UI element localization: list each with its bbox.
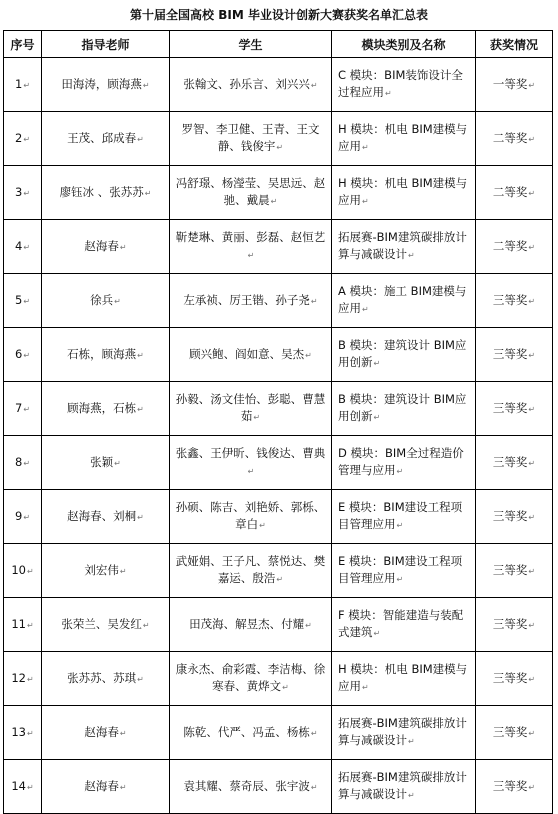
return-mark-icon: ↵ [362,305,369,314]
return-mark-icon: ↵ [528,350,536,360]
cell-index-text: 9 [14,508,23,523]
cell-advisor-text: 石栋，顾海燕 [67,346,137,361]
return-mark-icon: ↵ [253,413,261,422]
cell-award-text: 三等奖 [492,292,528,307]
table-row [4,436,553,490]
cell-advisor [42,490,170,544]
table-row [4,652,553,706]
return-mark-icon: ↵ [137,512,144,522]
cell-advisor [42,274,170,328]
cell-index-text: 11 [11,616,26,631]
cell-index [4,58,42,112]
cell-award [476,544,553,598]
cell-module [332,382,476,436]
cell-module [332,760,476,814]
return-mark-icon: ↵ [408,791,415,800]
cell-module [332,58,476,112]
cell-index-text: 10 [11,562,26,577]
cell-advisor-text: 张颖 [90,454,114,469]
cell-module [332,166,476,220]
table-row [4,328,553,382]
cell-students [170,436,332,490]
cell-index-text: 1 [14,76,23,91]
cell-award [476,382,553,436]
return-mark-icon: ↵ [396,521,404,530]
return-mark-icon: ↵ [373,413,381,422]
return-mark-icon: ↵ [137,404,144,414]
return-mark-icon: ↵ [137,134,144,144]
cell-award [476,112,553,166]
table-row [4,760,553,814]
cell-advisor [42,328,170,382]
table-row [4,112,553,166]
cell-students [170,274,332,328]
header-advisor: 指导老师 [42,31,170,58]
table-row [4,544,553,598]
return-mark-icon: ↵ [396,467,404,476]
cell-index-text: 4 [14,238,23,253]
return-mark-icon: ↵ [408,251,415,260]
cell-advisor [42,112,170,166]
cell-advisor [42,598,170,652]
cell-module [332,490,476,544]
return-mark-icon: ↵ [23,134,31,144]
cell-award-text: 二等奖 [492,238,528,253]
cell-index [4,652,42,706]
return-mark-icon: ↵ [259,521,266,530]
cell-module-text: B 模块：建筑设计 BIM应用创新 [338,392,467,423]
cell-award [476,490,553,544]
cell-index-text: 2 [14,130,23,145]
cell-students-text: 陈乾、代严、冯孟、杨栋 [183,724,310,739]
cell-advisor-text: 刘宏伟 [84,562,119,577]
return-mark-icon: ↵ [119,782,127,792]
table-row [4,382,553,436]
cell-students-text: 张鑫、王伊昕、钱俊达、曹典 [175,446,326,460]
cell-module-text: E 模块：BIM建设工程项目管理应用 [338,500,463,531]
cell-award-text: 二等奖 [492,184,528,199]
return-mark-icon: ↵ [310,80,318,90]
cell-award [476,436,553,490]
return-mark-icon: ↵ [528,674,536,684]
return-mark-icon: ↵ [528,728,536,738]
return-mark-icon: ↵ [142,620,150,630]
cell-index [4,598,42,652]
cell-module-text: H 模块：机电 BIM建模与应用 [338,122,468,153]
return-mark-icon: ↵ [528,134,536,144]
cell-advisor-text: 田海涛，顾海燕 [61,76,142,91]
return-mark-icon: ↵ [276,143,284,152]
cell-advisor-text: 张荣兰、吴发红 [61,616,142,631]
cell-index [4,166,42,220]
return-mark-icon: ↵ [23,296,31,306]
table-row [4,220,553,274]
cell-advisor [42,382,170,436]
cell-students-text: 罗智、李卫健、王青、王文静、钱俊宇 [181,122,320,153]
return-mark-icon: ↵ [305,620,312,630]
return-mark-icon: ↵ [119,728,127,738]
cell-index [4,112,42,166]
cell-students-text: 靳楚琳、黄丽、彭磊、赵恒艺 [175,230,326,244]
cell-index-text: 3 [14,184,23,199]
return-mark-icon: ↵ [142,80,150,90]
cell-award-text: 三等奖 [492,346,528,361]
return-mark-icon: ↵ [310,296,318,306]
cell-award-text: 二等奖 [492,130,528,145]
return-mark-icon: ↵ [26,674,34,684]
cell-module [332,706,476,760]
return-mark-icon: ↵ [26,566,34,576]
cell-index [4,220,42,274]
return-mark-icon: ↵ [373,359,381,368]
table-row [4,58,553,112]
cell-index [4,328,42,382]
cell-advisor [42,58,170,112]
header-students: 学生 [170,31,332,58]
return-mark-icon: ↵ [528,782,536,792]
return-mark-icon: ↵ [362,683,369,692]
return-mark-icon: ↵ [528,242,536,252]
cell-index [4,274,42,328]
cell-module [332,220,476,274]
cell-students-text: 武娅娟、王子凡、蔡悦达、樊嘉运、殷浩 [175,554,326,585]
cell-index-text: 6 [14,346,23,361]
cell-module-text: F 模块：智能建造与装配式建筑 [338,608,464,639]
cell-advisor [42,706,170,760]
cell-advisor-text: 徐兵 [90,292,114,307]
cell-advisor [42,220,170,274]
cell-module-text: 拓展赛-BIM建筑碳排放计算与减碳设计 [338,230,467,261]
cell-students [170,58,332,112]
cell-index [4,760,42,814]
cell-award [476,760,553,814]
cell-module-text: 拓展赛-BIM建筑碳排放计算与减碳设计 [338,716,467,747]
cell-award-text: 一等奖 [492,76,528,91]
cell-module [332,274,476,328]
cell-index-text: 14 [11,778,26,793]
return-mark-icon: ↵ [144,188,152,198]
table-row [4,598,553,652]
return-mark-icon: ↵ [270,197,278,206]
cell-advisor-text: 顾海燕，石栋 [67,400,137,415]
return-mark-icon: ↵ [396,575,404,584]
return-mark-icon: ↵ [385,89,392,98]
return-mark-icon: ↵ [23,458,31,468]
cell-students [170,760,332,814]
cell-module [332,652,476,706]
award-table [3,30,553,814]
cell-award-text: 三等奖 [492,562,528,577]
return-mark-icon: ↵ [310,728,318,738]
cell-index-text: 7 [14,400,23,415]
cell-students [170,166,332,220]
cell-students [170,112,332,166]
return-mark-icon: ↵ [373,629,381,638]
cell-award-text: 三等奖 [492,778,528,793]
table-row [4,706,553,760]
cell-award [476,58,553,112]
cell-module-text: 拓展赛-BIM建筑碳排放计算与减碳设计 [338,770,467,801]
cell-module [332,436,476,490]
cell-students-text: 左承祯、厉王锴、孙子尧 [183,292,310,307]
cell-students [170,598,332,652]
cell-students [170,328,332,382]
cell-module-text: H 模块：机电 BIM建模与应用 [338,176,468,207]
cell-module [332,328,476,382]
table-row [4,490,553,544]
document-title: 第十届全国高校 BIM 毕业设计创新大赛获奖名单汇总表 [130,8,428,22]
return-mark-icon: ↵ [26,782,34,792]
cell-award-text: 三等奖 [492,724,528,739]
return-mark-icon: ↵ [114,458,121,468]
cell-students-text: 田茂海、解昱杰、付耀 [189,616,305,631]
cell-award-text: 三等奖 [492,400,528,415]
cell-advisor-text: 赵海春、刘桐 [67,508,137,523]
cell-advisor [42,544,170,598]
return-mark-icon: ↵ [119,242,127,252]
cell-index [4,436,42,490]
return-mark-icon: ↵ [23,350,31,360]
header-row [4,31,553,58]
return-mark-icon: ↵ [305,350,312,360]
cell-advisor [42,166,170,220]
return-mark-icon: ↵ [114,296,121,306]
return-mark-icon: ↵ [23,188,31,198]
cell-students [170,706,332,760]
cell-advisor-text: 赵海春 [84,724,119,739]
return-mark-icon: ↵ [528,512,536,522]
cell-students [170,220,332,274]
cell-index-text: 5 [14,292,23,307]
cell-students [170,544,332,598]
cell-award-text: 三等奖 [492,670,528,685]
cell-index-text: 13 [11,724,26,739]
return-mark-icon: ↵ [528,80,536,90]
cell-module-text: C 模块：BIM装饰设计全过程应用 [338,68,463,99]
cell-students-text: 张翰文、孙乐言、刘兴兴 [183,76,310,91]
cell-award [476,706,553,760]
cell-module-text: A 模块：施工 BIM建模与应用 [338,284,467,315]
return-mark-icon: ↵ [528,458,536,468]
header-module: 模块类别及名称 [332,31,476,58]
return-mark-icon: ↵ [23,404,31,414]
cell-award-text: 三等奖 [492,616,528,631]
cell-award-text: 三等奖 [492,508,528,523]
header-award: 获奖情况 [476,31,553,58]
return-mark-icon: ↵ [247,467,255,476]
cell-advisor-text: 廖钰冰 、张苏苏 [59,184,144,199]
return-mark-icon: ↵ [528,620,536,630]
cell-award-text: 三等奖 [492,454,528,469]
cell-students-text: 康永杰、俞彩霞、李洁梅、徐寒春、黄烨文 [175,662,326,693]
cell-students [170,382,332,436]
cell-index-text: 8 [14,454,23,469]
cell-index [4,706,42,760]
cell-advisor-text: 张苏苏、苏琪 [67,670,137,685]
header-index: 序号 [4,31,42,58]
cell-index [4,490,42,544]
cell-advisor-text: 赵海春 [84,778,119,793]
cell-advisor [42,436,170,490]
return-mark-icon: ↵ [528,566,536,576]
cell-award [476,652,553,706]
cell-index [4,382,42,436]
table-row [4,274,553,328]
cell-students [170,652,332,706]
cell-module [332,544,476,598]
return-mark-icon: ↵ [23,80,31,90]
return-mark-icon: ↵ [137,674,144,684]
return-mark-icon: ↵ [528,404,536,414]
cell-index-text: 12 [11,670,26,685]
cell-students-text: 孙毅、汤文佳怡、彭聪、曹慧茹 [175,392,326,423]
cell-award [476,598,553,652]
cell-module [332,598,476,652]
cell-students-text: 孙硕、陈吉、刘艳娇、郭栎、章白 [175,500,326,531]
return-mark-icon: ↵ [282,683,289,692]
cell-index [4,544,42,598]
return-mark-icon: ↵ [23,242,31,252]
return-mark-icon: ↵ [310,782,318,792]
cell-module-text: E 模块：BIM建设工程项目管理应用 [338,554,463,585]
cell-students-text: 顾兴鲍、阎如意、吴杰 [189,346,305,361]
table-row [4,166,553,220]
cell-advisor [42,652,170,706]
return-mark-icon: ↵ [528,188,536,198]
cell-students-text: 冯舒璟、杨瀅莹、吴思远、赵驰、戴晨 [175,176,326,207]
cell-module-text: D 模块：BIM全过程造价管理与应用 [338,446,464,477]
cell-award [476,328,553,382]
cell-advisor-text: 王茂、邱成春 [67,130,137,145]
cell-module [332,112,476,166]
cell-advisor-text: 赵海春 [84,238,119,253]
return-mark-icon: ↵ [276,575,284,584]
return-mark-icon: ↵ [408,737,415,746]
return-mark-icon: ↵ [26,728,34,738]
return-mark-icon: ↵ [26,620,34,630]
cell-module-text: H 模块：机电 BIM建模与应用 [338,662,468,693]
return-mark-icon: ↵ [23,512,31,522]
cell-students-text: 袁其耀、蔡奇辰、张宇波 [183,778,310,793]
return-mark-icon: ↵ [362,143,369,152]
cell-award [476,220,553,274]
return-mark-icon: ↵ [362,197,369,206]
return-mark-icon: ↵ [119,566,127,576]
return-mark-icon: ↵ [528,296,536,306]
cell-students [170,490,332,544]
cell-award [476,166,553,220]
cell-advisor [42,760,170,814]
cell-module-text: B 模块：建筑设计 BIM应用创新 [338,338,467,369]
return-mark-icon: ↵ [137,350,144,360]
return-mark-icon: ↵ [247,251,255,260]
cell-award [476,274,553,328]
